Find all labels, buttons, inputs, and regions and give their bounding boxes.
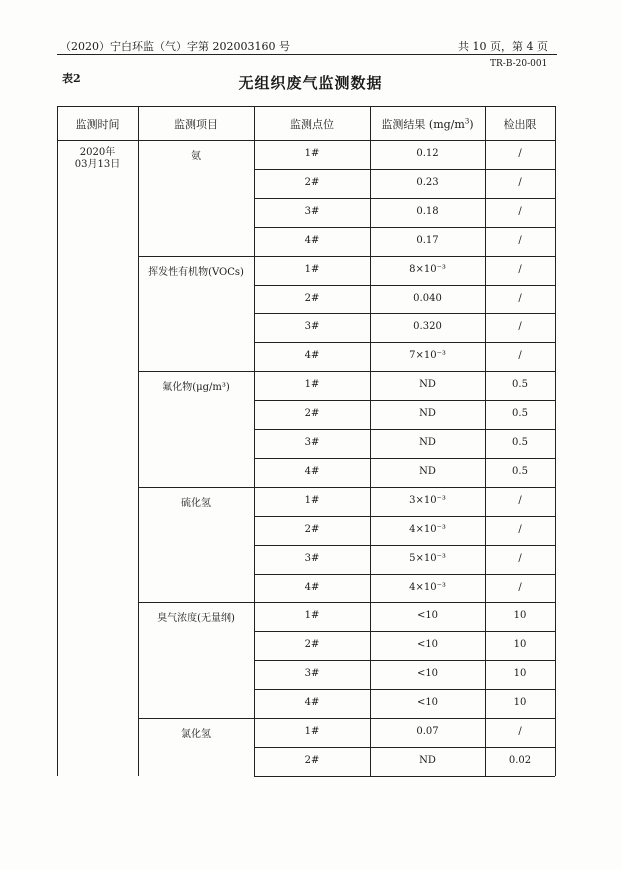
cell-result: <10	[416, 639, 439, 651]
cell-limit: /	[518, 581, 522, 593]
cell-point: 2#	[304, 176, 320, 188]
row-divider	[254, 342, 555, 343]
cell-result: 0.23	[416, 176, 439, 188]
cell-point: 3#	[304, 321, 320, 333]
page-indicator: 共 10 页，第 4 页	[458, 40, 548, 53]
cell-result: 3×10⁻³	[409, 494, 446, 506]
row-divider	[254, 227, 555, 228]
table-right-border	[555, 106, 556, 776]
cell-point: 3#	[304, 552, 320, 564]
header-item: 监测项目	[174, 118, 218, 131]
cell-limit: 10	[513, 610, 527, 622]
cell-result: 0.12	[416, 148, 439, 159]
header-result	[370, 116, 485, 132]
cell-result: ND	[419, 465, 436, 477]
item-name: 挥发性有机物(VOCs)	[148, 266, 244, 278]
cell-result: 0.040	[413, 292, 442, 304]
group-divider	[138, 718, 555, 719]
cell-limit: /	[518, 176, 522, 188]
cell-point: 3#	[304, 437, 320, 448]
item-name: 硫化氢	[181, 497, 211, 509]
cell-result: 0.320	[413, 321, 442, 333]
header-time: 监测时间	[75, 118, 120, 131]
cell-limit: 0.5	[512, 379, 528, 391]
cell-point: 4#	[304, 350, 320, 362]
row-divider	[254, 574, 555, 575]
cell-point: 3#	[304, 205, 320, 217]
cell-point: 2#	[304, 639, 320, 651]
cell-result: 7×10⁻³	[409, 350, 446, 362]
header-point: 监测点位	[290, 118, 334, 131]
cell-point: 1#	[304, 263, 320, 275]
group-divider	[138, 371, 555, 372]
cell-result: 5×10⁻³	[409, 552, 446, 564]
item-name: 氨	[191, 151, 201, 162]
cell-limit: /	[518, 148, 522, 159]
cell-result: 4×10⁻³	[409, 523, 446, 535]
report-number: （2020）宁白环监（气）字第 202003160 号	[60, 40, 290, 53]
item-name: 氟化物(μg/m³)	[162, 382, 230, 394]
monitoring-data-table	[57, 106, 555, 776]
cell-result: ND	[419, 408, 436, 420]
cell-result: 4×10⁻³	[409, 581, 446, 593]
cell-point: 1#	[304, 148, 320, 159]
cell-limit: 0.5	[512, 437, 528, 448]
cell-result: 0.18	[416, 205, 439, 217]
row-divider	[254, 660, 555, 661]
cell-point: 2#	[304, 292, 320, 304]
cell-limit: /	[518, 523, 522, 535]
row-divider	[254, 400, 555, 401]
group-divider	[138, 602, 555, 603]
cell-result: 0.07	[416, 726, 439, 737]
cell-point: 3#	[304, 668, 320, 680]
cell-point: 1#	[304, 610, 320, 622]
cell-result: 8×10⁻³	[409, 263, 446, 275]
table-header-rule	[57, 140, 555, 141]
cell-point: 2#	[304, 408, 320, 420]
monitor-date-year: 2020年	[79, 147, 116, 158]
cell-limit: /	[518, 263, 522, 275]
cell-limit: 10	[513, 639, 527, 651]
cell-limit: 0.02	[508, 754, 532, 766]
document-code: TR-B-20-001	[490, 59, 548, 69]
cell-limit: /	[518, 726, 522, 737]
cell-result: ND	[419, 437, 436, 448]
item-name: 氯化氢	[181, 729, 211, 740]
row-divider	[254, 313, 555, 314]
cell-point: 4#	[304, 465, 320, 477]
cell-result: <10	[416, 697, 439, 709]
row-divider	[254, 631, 555, 632]
cell-limit: 0.5	[512, 465, 528, 477]
row-divider	[254, 516, 555, 517]
cell-point: 4#	[304, 697, 320, 709]
cell-limit: /	[518, 234, 522, 246]
header-rule	[57, 54, 557, 55]
item-name: 臭气浓度(无量纲)	[157, 613, 235, 625]
header-result-sup: 3	[464, 117, 470, 126]
row-divider	[254, 545, 555, 546]
cell-result: <10	[416, 610, 439, 622]
table-left-border	[57, 106, 58, 776]
group-divider	[138, 487, 555, 488]
page-title: 无组织废气监测数据	[238, 74, 383, 92]
cell-limit: 10	[513, 668, 527, 680]
row-divider	[254, 285, 555, 286]
cell-limit: 10	[513, 697, 527, 709]
header-limit: 检出限	[503, 118, 537, 131]
cell-limit: /	[518, 205, 522, 217]
row-divider	[254, 747, 555, 748]
header-result-close: )	[469, 118, 474, 131]
cell-limit: /	[518, 552, 522, 564]
cell-point: 1#	[304, 726, 320, 737]
cell-limit: /	[518, 292, 522, 304]
group-divider	[138, 256, 555, 257]
row-divider	[254, 169, 555, 170]
row-divider	[254, 429, 555, 430]
cell-result: ND	[419, 379, 436, 391]
cell-result: 0.17	[416, 234, 439, 246]
row-divider	[254, 198, 555, 199]
column-divider	[138, 106, 139, 776]
cell-point: 2#	[304, 754, 320, 766]
cell-limit: /	[518, 494, 522, 506]
row-divider	[254, 689, 555, 690]
monitor-date-day: 03月13日	[74, 159, 121, 170]
table-top-border	[57, 106, 555, 107]
table-label: 表2	[62, 72, 81, 85]
row-divider	[254, 458, 555, 459]
cell-result: ND	[419, 754, 436, 766]
cell-point: 4#	[304, 581, 320, 593]
row-divider	[254, 776, 555, 777]
cell-limit: /	[518, 350, 522, 362]
cell-limit: 0.5	[512, 408, 528, 420]
cell-point: 2#	[304, 523, 320, 535]
cell-result: <10	[416, 668, 439, 680]
header-result-text: 监测结果 (mg/m	[381, 118, 465, 131]
cell-point: 4#	[304, 234, 320, 246]
cell-point: 1#	[304, 494, 320, 506]
cell-point: 1#	[304, 379, 320, 391]
cell-limit: /	[518, 321, 522, 333]
